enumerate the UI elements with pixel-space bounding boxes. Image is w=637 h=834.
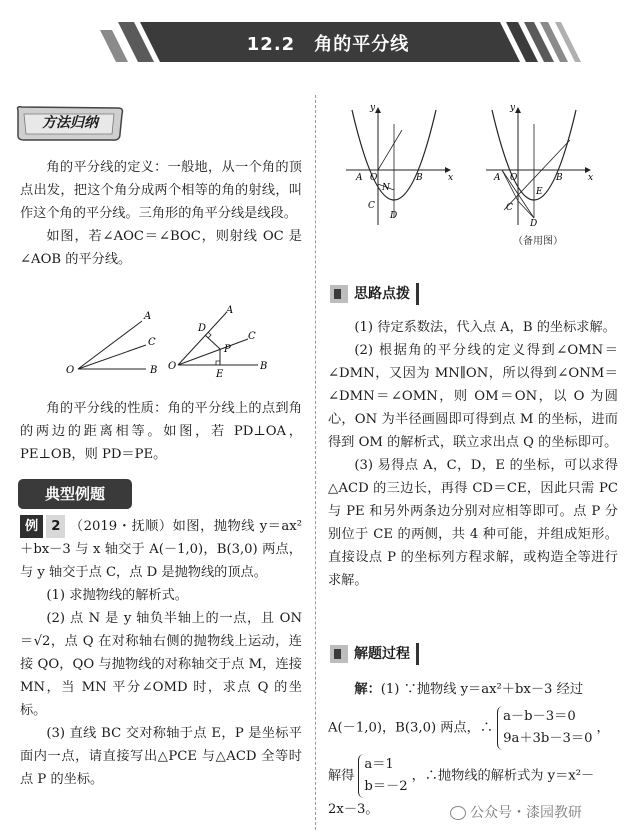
section-box-icon [330,645,348,663]
label-d: D [198,323,207,334]
page-title: 12.2 角的平分线 [246,34,410,55]
label-o: O [370,173,378,183]
watermark-text: 公众号・漆园教研 [470,805,582,821]
label-d: D [390,211,398,221]
question-3: (3) 直线 BC 交对称轴于点 E，P 是坐标平面内一点，请直接写出△PCE 与△ACD 全等时点 P 的坐标。 [20,726,302,787]
solution-line-3b: ，∴抛物线的解析式为 y＝x²－ [411,768,595,784]
solution-header [330,643,480,665]
solution-line-1: (1) ∵抛物线 y＝ax²＋bx－3 经过 [380,682,584,697]
label-o: O [510,173,518,183]
watermark [450,802,582,822]
label-o: O [66,365,75,376]
equation-2: 9a＋3b－3＝0 [503,731,593,746]
label-o: O [168,361,177,372]
label-a: A [144,311,152,322]
question-2: (2) 点 N 是 y 轴负半轴上的一点，且 ON＝√2，点 Q 在对称轴右侧的抛物线上运动，连接 QO，QO 与抛物线的对称轴交于点 M，连接 MN，当 MN 平分∠OMD 时，求点 Q 的坐标。 [20,611,302,718]
label-b: B [556,173,563,183]
example-section [20,515,302,791]
equation-end: ， [596,720,610,736]
thinking-paragraph-3: (3) 易得点 A，C，D，E 的坐标，可以求得△ACD 的三边长，再得 CD＝CE，因此只需 PC 与 PE 和另外两条边分别对应相等即可。点 P 分别位于 CE 的两侧，共 4 种可能，并组成矩形。直接设点 P 的坐标列方程求解，或构造全等进行求解。 [328,458,618,588]
question-1: (1) 求抛物线的解析式。 [46,588,188,603]
thinking-paragraph-2: (2) 根据角的平分线的定义得到∠OMN＝∠DMN，又因为 MN∥ON，所以得到∠ONM＝∠DMN＝∠OMN，则 OM＝ON，以 O 为圆心，ON 为半径画圆即可得到点 M 的坐标，进而得到 OM 的解析式，联立求出点 Q 的坐标即可。 [328,343,618,450]
thinking-title: 思路点拨 [354,283,419,305]
thinking-section [328,316,618,592]
thinking-paragraph-1: (1) 待定系数法，代入点 A，B 的坐标求解。 [354,320,616,335]
example-intro: （2019・抚顺）如图，抛物线 y＝ax²＋bx－3 与 x 轴交于 A(－1,0)，B(3,0) 两点，与 y 轴交于点 C，点 D 是抛物线的顶点。 [20,519,302,580]
result-1: a＝1 [364,757,394,772]
label-c: C [506,203,513,213]
thinking-header [330,283,480,305]
label-x: x [588,173,594,183]
right-angle-mark-e [216,361,220,365]
label-y: y [370,103,376,113]
label-e: E [216,369,224,380]
label-c: C [368,201,375,211]
equation-1: a－b－3＝0 [503,709,576,724]
bisector-property-figure [168,303,268,383]
label-a: A [226,305,234,316]
result-2: b＝－2 [364,779,408,794]
parabola-graph [340,100,460,230]
label-b: B [260,361,268,372]
ray-oa [78,321,142,369]
example-tag: 典型例题 [18,479,132,509]
right-angle-mark-d [208,332,211,338]
wechat-icon [450,806,466,820]
method-definition [20,156,302,271]
backup-caption: （备用图） [513,236,563,247]
label-n: N [382,183,390,193]
definition-paragraph: 角的平分线的定义：一般地，从一个角的顶点出发，把这个角分成两个相等的角的射线，叫作这个角的平分线。三角形的角平分线是线段。 [20,160,302,221]
section-box-icon [330,285,348,303]
solution-line-2: A(－1,0)，B(3,0) 两点，∴ [328,720,494,736]
label-d: D [530,219,538,229]
label-a: A [494,173,501,183]
label-b: B [150,365,158,376]
solution-title: 解题过程 [354,643,419,665]
label-c: C [148,337,156,348]
solution-head: 解： [354,682,381,697]
solution-section [328,678,618,822]
property-paragraph: 角的平分线的性质：角的平分线上的点到角的两边的距离相等。如图，若 PD⊥OA，PE⊥OB，则 PD＝PE。 [20,401,302,462]
label-y: y [510,103,516,113]
label-a: A [356,173,363,183]
label-x: x [448,173,454,183]
solution-line-4: 2x－3。 [328,802,379,817]
segment-oq [378,130,402,170]
solution-line-3a: 解得 [328,768,355,784]
segment-pd [205,335,220,349]
backup-graph [480,100,600,230]
column-divider [315,95,316,830]
method-property [20,397,302,466]
label-c: C [248,331,256,342]
result-system [358,754,407,798]
method-tag: 方法归纳 [42,115,98,131]
angle-bisector-figure [60,305,170,383]
example-badge: 例 [20,515,43,538]
ray-oa [178,313,226,365]
ray-oc [78,345,146,369]
equation-system [497,706,592,750]
example-number: 2 [46,515,65,538]
label-p: P [224,344,231,355]
label-e: E [536,187,543,197]
bisector-example-paragraph: 如图，若∠AOC＝∠BOC，则射线 OC 是∠AOB 的平分线。 [20,229,302,267]
segment-cd [518,201,534,218]
label-b: B [416,173,423,183]
